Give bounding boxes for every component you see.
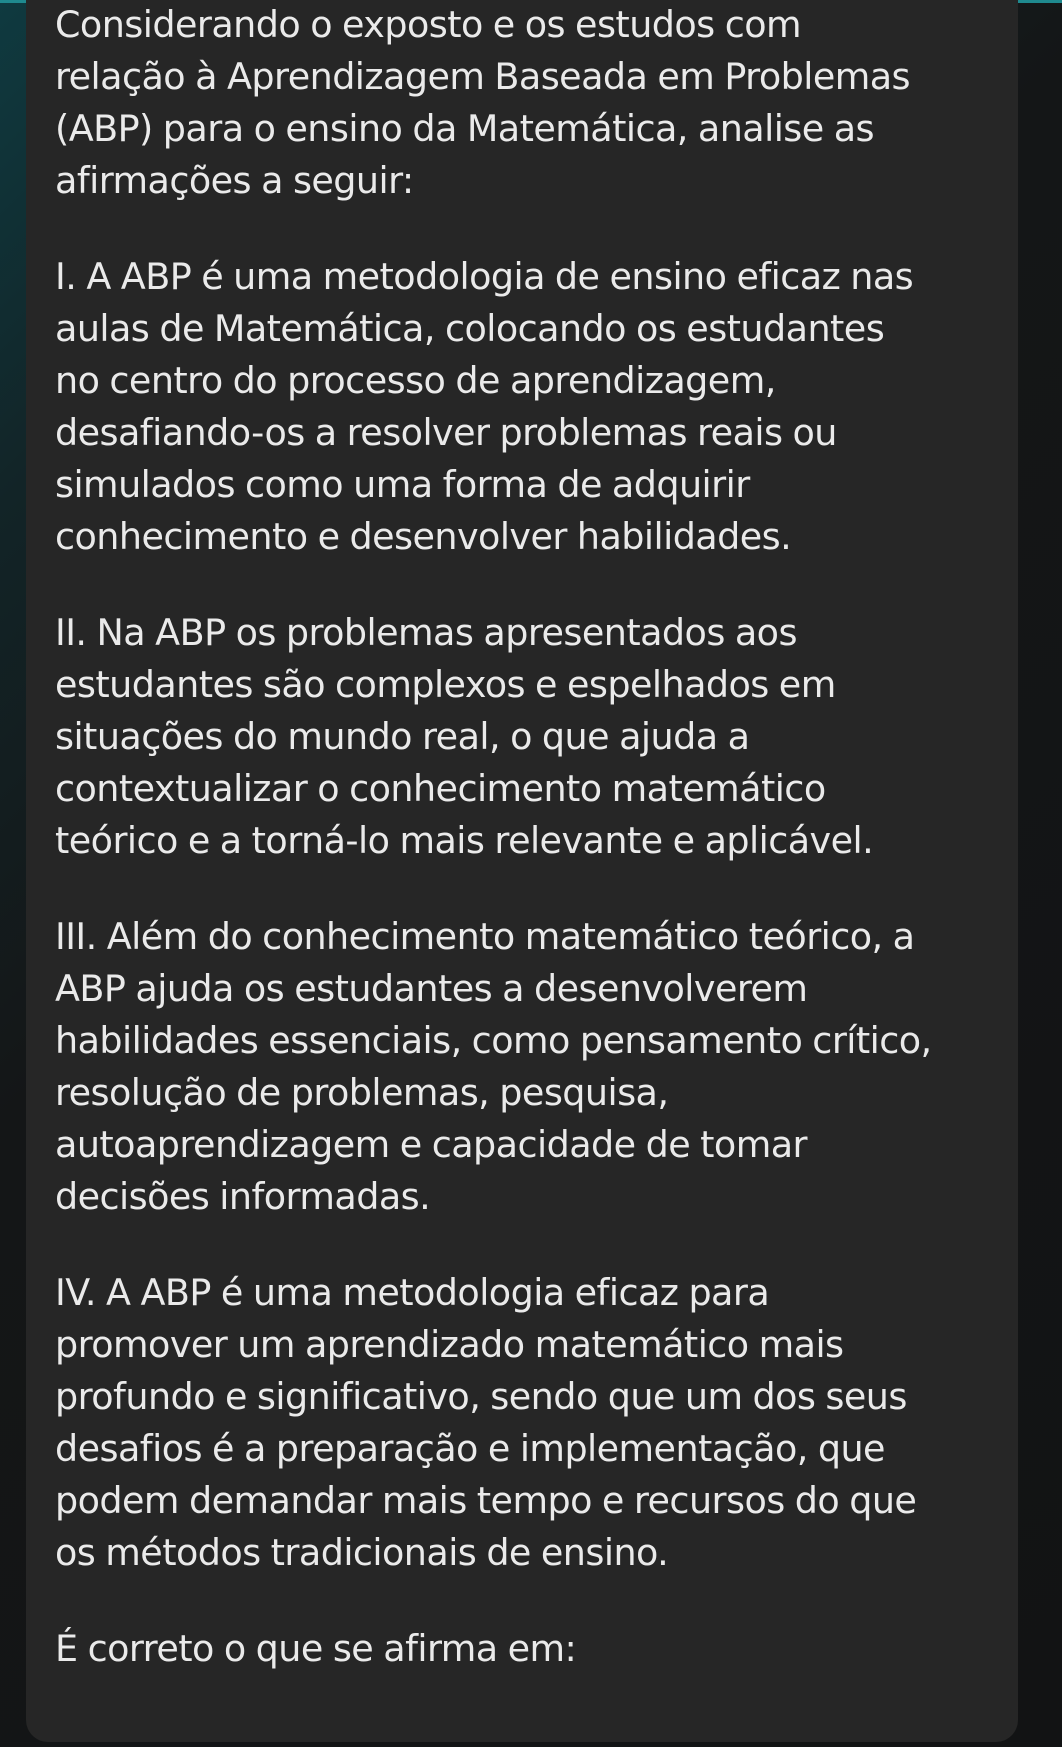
- statement-iv: IV. A ABP é uma metodologia eficaz para promover um aprendizado matemático mais profundo e significativo, sendo que um dos seus desafios é a preparação e implementação, que podem demandar mais tempo e recursos do que os métodos tradicionais de ensino.: [55, 1271, 917, 1574]
- question-intro: Considerando o exposto e os estudos com relação à Aprendizagem Baseada em Problemas (ABP) para o ensino da Matemática, analise as afirmações a seguir:: [55, 3, 911, 202]
- statement-iii: III. Além do conhecimento matemático teórico, a ABP ajuda os estudantes a desenvolverem habilidades essenciais, como pensamento crítico, resolução de problemas, pesquisa, autoaprendizagem e capacidade de tomar decisões informadas.: [55, 915, 932, 1218]
- statement-i: I. A ABP é uma metodologia de ensino eficaz nas aulas de Matemática, colocando os estudantes no centro do processo de aprendizagem, desafiando-os a resolver problemas reais ou simulados como uma forma de adquirir conhecimento e desenvolver habilidades.: [55, 255, 914, 558]
- question-prompt: É correto o que se afirma em:: [55, 1627, 577, 1670]
- question-card: [26, 0, 1018, 1742]
- question-text-block: [55, 0, 1010, 1675]
- statement-ii: II. Na ABP os problemas apresentados aos estudantes são complexos e espelhados em situações do mundo real, o que ajuda a contextualizar o conhecimento matemático teórico e a torná-lo mais relevante e aplicável.: [55, 611, 874, 862]
